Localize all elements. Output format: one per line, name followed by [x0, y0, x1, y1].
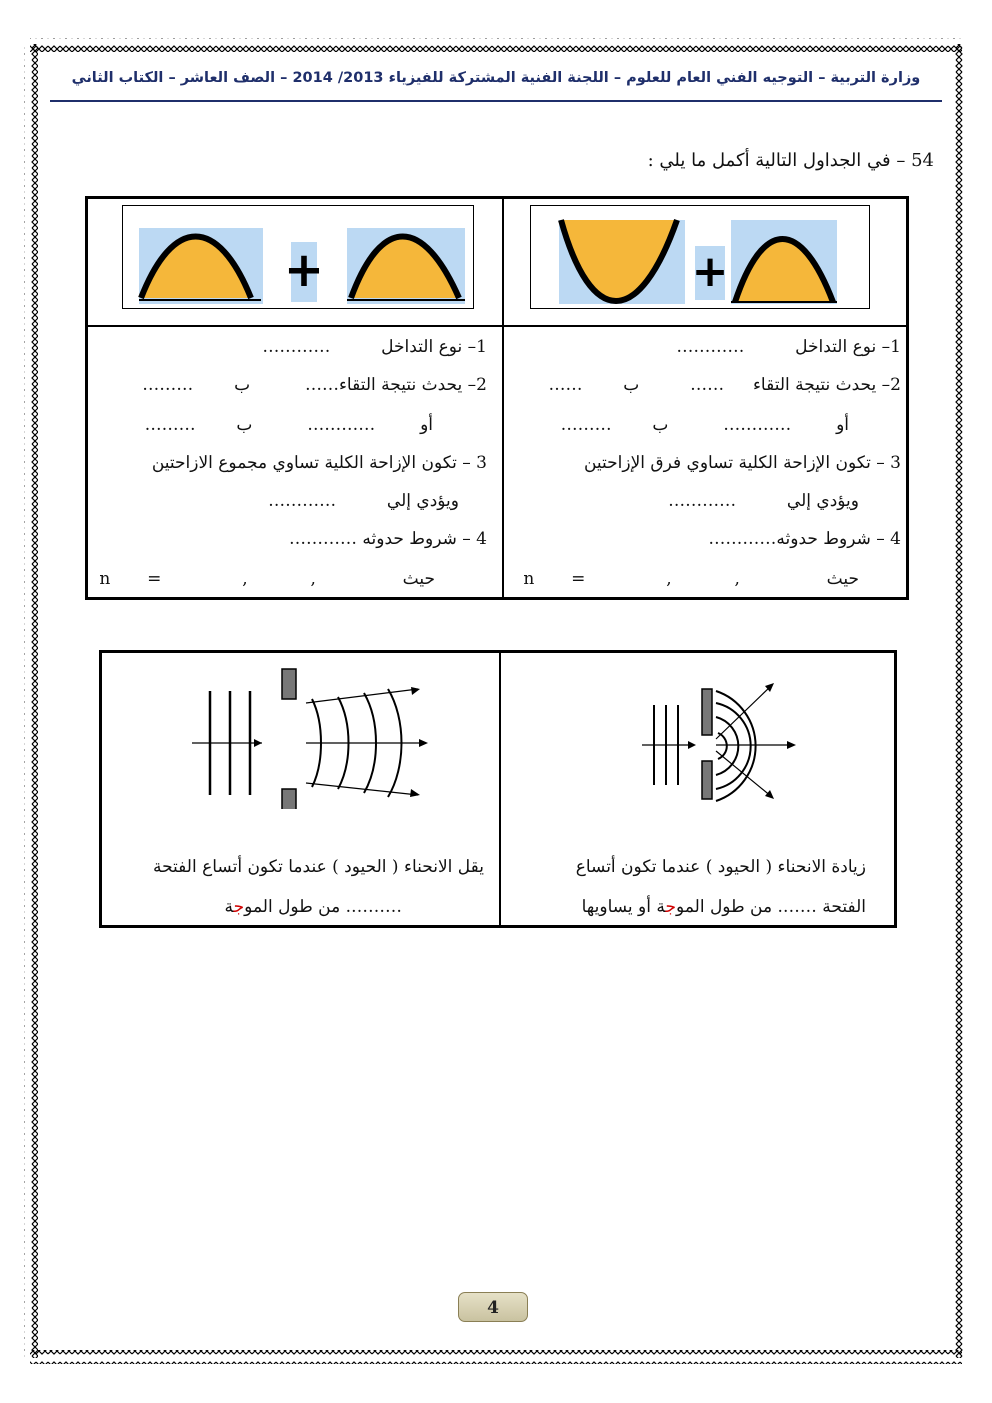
label: ب [623, 375, 640, 395]
trough-plus-crest-diagram [531, 206, 868, 307]
label: أو [420, 415, 433, 435]
label: 1– نوع التداخل [381, 337, 487, 357]
label: n [99, 569, 111, 589]
blank: …… [548, 375, 583, 395]
conditions-line: 4 – شروط حدوثه………… [708, 529, 901, 549]
blank: ………… [676, 337, 745, 357]
label: ويؤدي إلي [386, 491, 459, 511]
table-divider [502, 199, 504, 597]
constructive-image [122, 205, 474, 309]
or-line [561, 415, 849, 435]
blank: ……… [142, 375, 194, 395]
blank: ……… [144, 415, 196, 435]
label: 1– نوع التداخل [795, 337, 901, 357]
conditions-line: 4 – شروط حدوثه ………… [289, 529, 487, 549]
wide-slit-diagram [182, 659, 442, 809]
constructive-column [92, 329, 497, 599]
leads-to-line [268, 491, 459, 511]
caption-text: ………. من طول المو [244, 897, 402, 917]
label: ويؤدي إلي [786, 491, 859, 511]
blank: ………… [307, 415, 376, 435]
interference-type-line [262, 337, 487, 357]
label: حيث [402, 569, 435, 589]
caption-text: ة أو يساويها [581, 897, 666, 917]
or-line [145, 415, 433, 435]
label: حيث [826, 569, 859, 589]
left-caption-line2 [225, 897, 402, 917]
displacement-line: 3 – تكون الإزاحة الكلية تساوي فرق الإزاحتين [583, 453, 901, 473]
label: = [571, 569, 586, 589]
plus-sign: + [691, 246, 729, 297]
blank: ………… [268, 491, 337, 511]
meeting-line [142, 375, 487, 395]
destructive-column [506, 329, 911, 599]
page-number: 4 [458, 1292, 528, 1322]
where-line [523, 569, 859, 589]
label: ب [236, 415, 253, 435]
caption-text: الفتحة ……. من طول المو [676, 897, 866, 917]
question-text: 54 – في الجداول التالية أكمل ما يلي : [647, 150, 934, 171]
label: , [734, 569, 740, 589]
label: 2– يحدث نتيجة التقاء…… [304, 375, 487, 395]
label: n [523, 569, 535, 589]
plus-sign: + [283, 242, 325, 298]
label: 2– يحدث نتيجة التقاء [752, 375, 901, 395]
meeting-line [548, 375, 901, 395]
table-divider [499, 653, 501, 925]
caption-text: ة [224, 897, 234, 917]
page-header: وزارة التربية – التوجيه الفني العام للعلوم – اللجنة الفنية المشتركة للفيزياء 2013/ 2014 – الصف العاشر – الكتاب الثاني [71, 70, 921, 86]
right-caption-line1: زيادة الانحناء ( الحيود ) عندما تكون أتساع [575, 857, 866, 877]
blank: ………… [723, 415, 792, 435]
left-caption-line1: يقل الانحناء ( الحيود ) عندما تكون أتساع الفتحة [152, 857, 484, 877]
blank: ………… [262, 337, 331, 357]
label: , [310, 569, 316, 589]
label: , [242, 569, 248, 589]
caption-highlight: ج [233, 897, 245, 917]
leads-to-line [668, 491, 859, 511]
displacement-line: 3 – تكون الإزاحة الكلية تساوي مجموع الازاحتين [151, 453, 487, 473]
table-divider [88, 325, 906, 327]
label: ب [234, 375, 251, 395]
blank: ……… [560, 415, 612, 435]
right-caption-line2 [582, 897, 866, 917]
interference-table [85, 196, 909, 600]
narrow-slit-diagram [632, 673, 812, 803]
where-line [99, 569, 435, 589]
blank: ………… [668, 491, 737, 511]
label: ب [652, 415, 669, 435]
interference-type-line [676, 337, 901, 357]
caption-highlight: ج [665, 897, 677, 917]
label: , [666, 569, 672, 589]
header-divider [50, 100, 942, 102]
diffraction-table [99, 650, 897, 928]
blank: …… [690, 375, 725, 395]
label: أو [836, 415, 849, 435]
destructive-image [530, 205, 870, 309]
label: = [147, 569, 162, 589]
crest-plus-crest-diagram [123, 206, 472, 307]
